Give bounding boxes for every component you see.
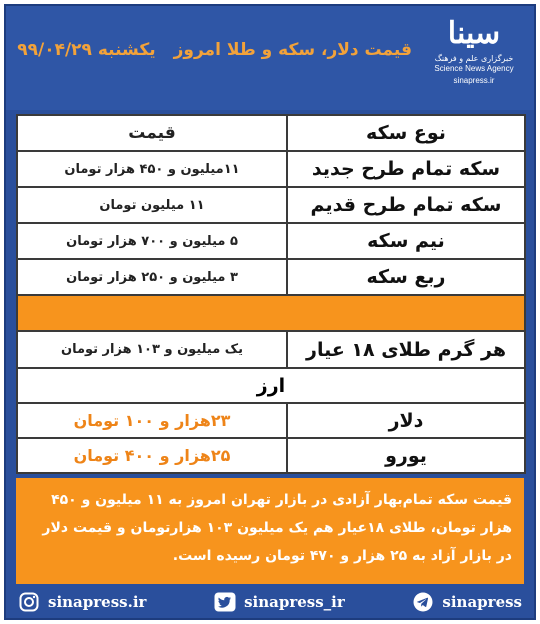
- coin-name: ربع سکه: [287, 259, 525, 295]
- coin-price: ۱۱میلیون و ۴۵۰ هزار تومان: [17, 151, 287, 187]
- currency-name: دلار: [287, 403, 525, 438]
- twitter-icon: [214, 591, 236, 613]
- col-header-price: قیمت: [17, 115, 287, 151]
- instagram-link[interactable]: [18, 591, 146, 613]
- currency-price: ۲۵هزار و ۴۰۰ تومان: [17, 438, 287, 473]
- separator-row: [17, 295, 525, 331]
- logo-subtitle-fa: خبرگزاری علم و فرهنگ: [434, 54, 514, 63]
- currency-header: ارز: [17, 368, 525, 403]
- agency-logo: [426, 14, 522, 98]
- twitter-link[interactable]: [214, 591, 345, 613]
- separator-cell: [17, 295, 525, 331]
- price-table: [16, 114, 526, 474]
- instagram-icon: [18, 591, 40, 613]
- coin-name: سکه تمام طرح قدیم: [287, 187, 525, 223]
- logo-mark: سینا: [447, 16, 501, 51]
- table-row: [17, 259, 525, 295]
- coin-name: سکه تمام طرح جدید: [287, 151, 525, 187]
- table-header-row: [17, 115, 525, 151]
- page-title: [17, 36, 412, 64]
- header-banner: [6, 6, 534, 110]
- title-date: یکشنبه ۹۹/۰۴/۲۹: [17, 40, 156, 60]
- telegram-icon: [412, 591, 434, 613]
- table-row: [17, 438, 525, 473]
- instagram-handle: sinapress.ir: [48, 593, 147, 611]
- summary-note: قیمت سکه تمام‌بهار آزادی در بازار تهران امروز به ۱۱ میلیون و ۴۵۰ هزار تومان، طلای ۱۸عیار هم یک میلیون ۱۰۳ هزارتومان و قیمت دلار در بازار آزاد به ۲۵ هزار و ۴۷۰ تومان رسیده است.: [16, 478, 524, 584]
- title-text: قیمت دلار، سکه و طلا امروز: [173, 40, 412, 60]
- twitter-handle: sinapress_ir: [244, 593, 345, 611]
- gold-price: یک میلیون و ۱۰۳ هزار تومان: [17, 331, 287, 368]
- table-row: [17, 151, 525, 187]
- logo-site: sinapress.ir: [453, 76, 495, 85]
- logo-subtitle-en: Science News Agency: [434, 64, 514, 73]
- social-footer: [6, 586, 534, 618]
- currency-header-row: [17, 368, 525, 403]
- coin-price: ۳ میلیون و ۲۵۰ هزار تومان: [17, 259, 287, 295]
- col-header-item: نوع سکه: [287, 115, 525, 151]
- table-row: [17, 223, 525, 259]
- telegram-link[interactable]: [412, 591, 522, 613]
- coin-price: ۱۱ میلیون تومان: [17, 187, 287, 223]
- telegram-handle: sinapress: [442, 593, 522, 611]
- currency-price: ۲۳هزار و ۱۰۰ تومان: [17, 403, 287, 438]
- table-row: [17, 187, 525, 223]
- price-card: [4, 4, 536, 620]
- coin-name: نیم سکه: [287, 223, 525, 259]
- table-row: [17, 403, 525, 438]
- gold-name: هر گرم طلای ۱۸ عیار: [287, 331, 525, 368]
- coin-price: ۵ میلیون و ۷۰۰ هزار تومان: [17, 223, 287, 259]
- table-row: [17, 331, 525, 368]
- currency-name: یورو: [287, 438, 525, 473]
